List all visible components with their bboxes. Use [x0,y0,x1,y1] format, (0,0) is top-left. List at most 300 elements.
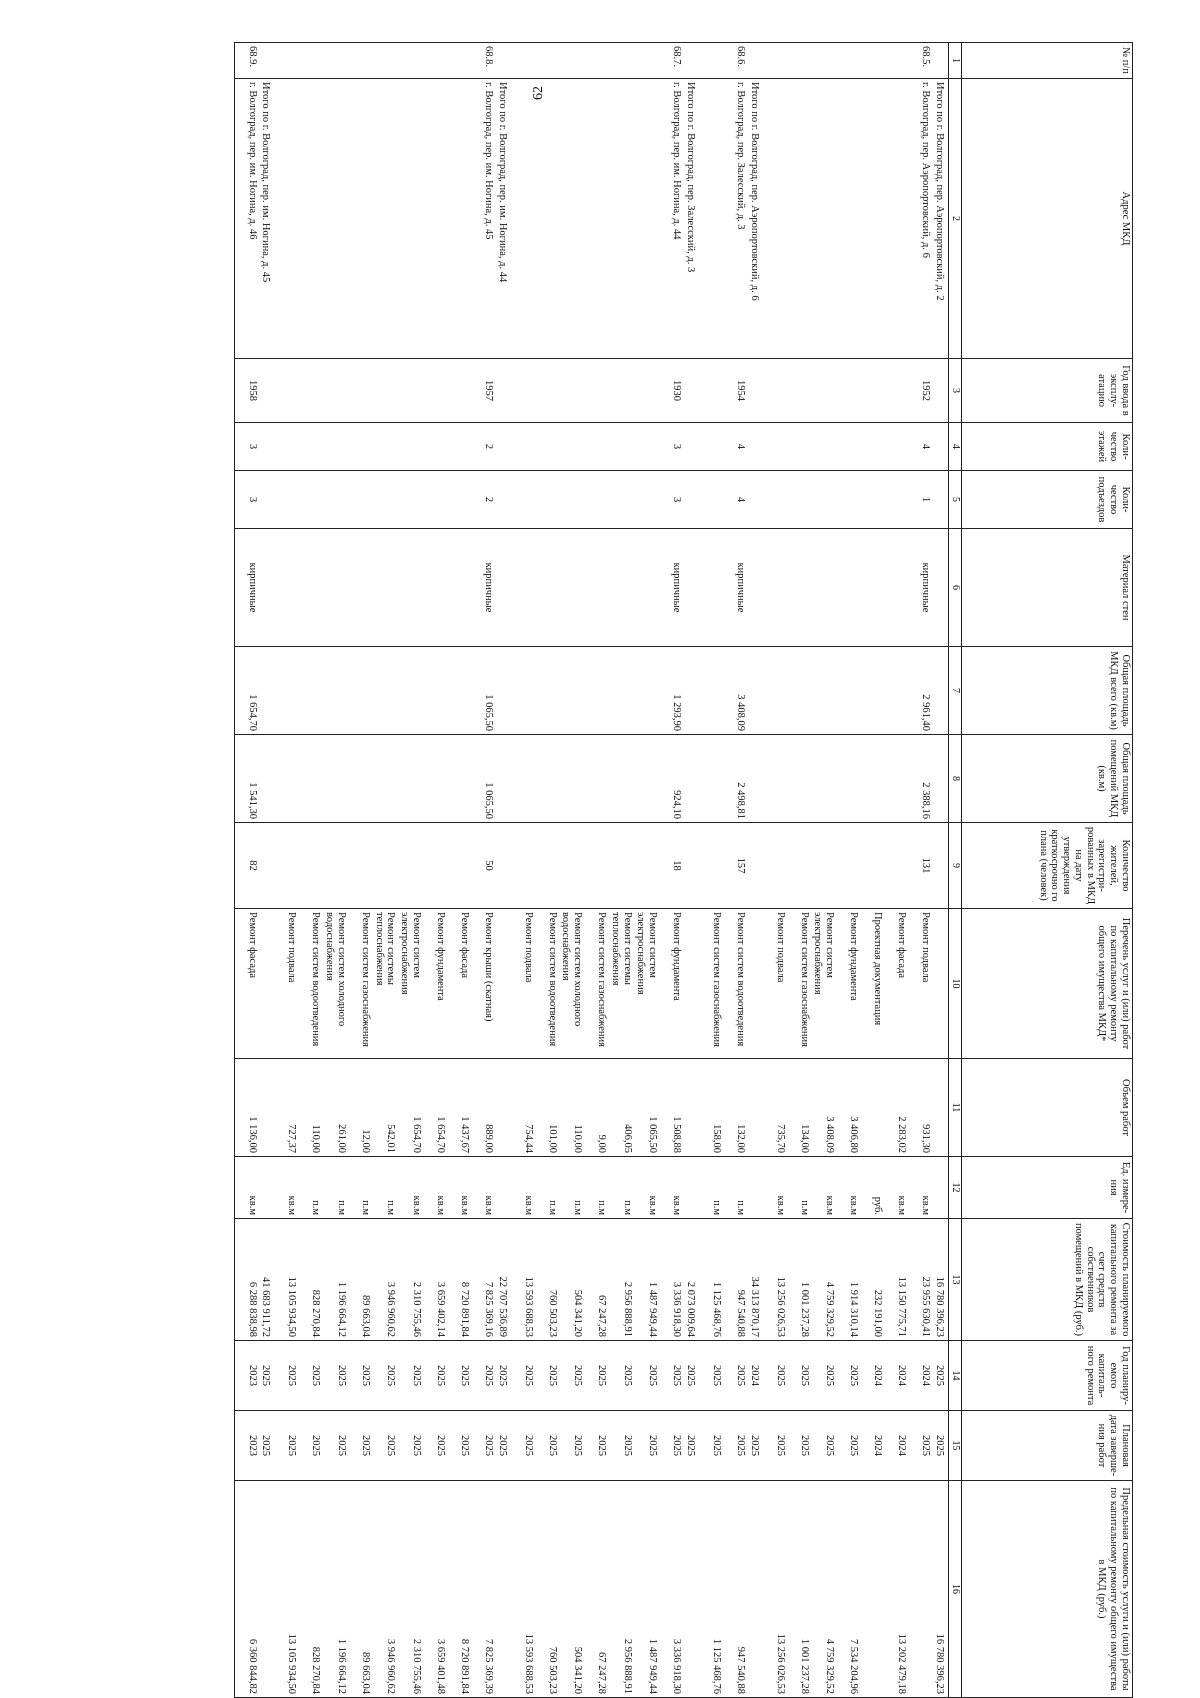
work-max-cost: 13 593 688,53 [511,1481,535,1698]
empty-cell [275,359,299,423]
work-volume: 110,00 [559,1059,585,1157]
empty-cell [932,43,948,79]
work-unit: кв.м [836,1157,860,1219]
work-max-cost: 3 946 960,62 [372,1481,398,1698]
empty-cell [299,823,323,909]
empty-cell [275,735,299,823]
empty-cell [323,823,349,909]
empty-cell [495,823,511,909]
empty-cell [259,423,275,471]
work-max-cost: 67 247,28 [584,1481,608,1698]
empty-cell [763,79,787,359]
work-row [398,43,424,1698]
wall-material: кирпичные [659,529,683,647]
empty-cell [495,43,511,79]
total-repair-year: 2025 [932,1341,948,1411]
header-cell: Коли-чество подъездов [962,471,1133,529]
empty-cell [511,79,535,359]
work-repair-year: 2025 [763,1341,787,1411]
empty-cell [683,647,699,735]
building-address: г. Волгоград, пер. Залесский, д. 3 [723,79,747,359]
work-name: Ремонт фасада [234,909,259,1059]
empty-cell [511,423,535,471]
empty-cell [683,1059,699,1157]
header-cell: Количество жителей, зарегистри-рованных в МКД на дату утверждения краткосрочно го плана (человек) [962,823,1133,909]
total-area: 1 065,50 [471,647,495,735]
floor-count: 3 [659,423,683,471]
total-completion-date: 2025 [683,1411,699,1481]
empty-cell [535,423,559,471]
empty-cell [608,735,634,823]
empty-cell [584,43,608,79]
empty-cell [787,423,811,471]
work-volume: 1 437,67 [447,1059,471,1157]
empty-cell [447,823,471,909]
empty-cell [699,735,723,823]
empty-cell [535,647,559,735]
empty-cell [559,423,585,471]
commission-year: 1958 [234,359,259,423]
work-max-cost: 1 487 949,44 [634,1481,660,1698]
work-unit: п.м [348,1157,372,1219]
work-name: Ремонт систем электроснабжения [398,909,424,1059]
empty-cell [836,43,860,79]
work-cost: 947 540,88 [723,1219,747,1341]
empty-cell [634,529,660,647]
empty-cell [634,823,660,909]
empty-cell [683,529,699,647]
work-row [860,43,884,1698]
empty-cell [495,529,511,647]
work-row [584,43,608,1698]
work-repair-year: 2024 [884,1341,908,1411]
empty-cell [398,823,424,909]
work-cost: 7 825 369,16 [471,1219,495,1341]
commission-year: 1957 [471,359,495,423]
empty-cell [535,529,559,647]
empty-cell [747,647,763,735]
total-completion-date: 2025 [495,1411,511,1481]
empty-cell [495,647,511,735]
work-volume: 134,00 [787,1059,811,1157]
empty-cell [683,423,699,471]
work-completion-date: 2025 [723,1411,747,1481]
row-number: 68.7. [659,43,683,79]
work-unit: кв.м [234,1157,259,1219]
work-name: Ремонт систем газоснабжения [787,909,811,1059]
empty-cell [275,471,299,529]
work-unit: п.м [299,1157,323,1219]
empty-cell [584,529,608,647]
empty-cell [699,529,723,647]
work-unit: кв.м [634,1157,660,1219]
empty-cell [747,529,763,647]
empty-cell [634,471,660,529]
empty-cell [860,529,884,647]
column-number: 7 [949,647,962,735]
empty-cell [747,823,763,909]
empty-cell [932,529,948,647]
building-address: г. Волгоград, пер. им. Ногина, д. 45 [471,79,495,359]
total-completion-date: 2025 [932,1411,948,1481]
empty-cell [763,423,787,471]
work-repair-year: 2025 [787,1341,811,1411]
work-repair-year: 2025 [723,1341,747,1411]
entrance-count: 3 [659,471,683,529]
total-address: Итого по г. Волгоград, пер. Аэропортовский, д. 2 [932,79,948,359]
wall-material: кирпичные [471,529,495,647]
work-volume: 12,00 [348,1059,372,1157]
empty-cell [511,359,535,423]
empty-cell [511,529,535,647]
empty-cell [608,43,634,79]
work-name: Ремонт систем холодного водоснабжения [323,909,349,1059]
work-row [372,43,398,1698]
empty-cell [372,471,398,529]
empty-cell [608,359,634,423]
work-max-cost: 13 256 026,53 [763,1481,787,1698]
empty-cell [787,823,811,909]
empty-cell [423,359,447,423]
empty-cell [447,471,471,529]
empty-cell [787,359,811,423]
empty-cell [763,471,787,529]
column-number: 12 [949,1157,962,1219]
header-cell: Стоимость планируемого капитального ремонта за счет средств собственников помещений в МКД (руб.) [962,1219,1133,1341]
work-row [535,43,559,1698]
work-row [471,43,495,1698]
empty-cell [495,471,511,529]
work-completion-date: 2025 [275,1411,299,1481]
work-row [836,43,860,1698]
work-cost: 3 336 918,30 [659,1219,683,1341]
empty-cell [634,359,660,423]
empty-cell [535,735,559,823]
work-volume: 1 508,88 [659,1059,683,1157]
empty-cell [398,647,424,735]
work-row [811,43,837,1698]
empty-cell [423,823,447,909]
empty-cell [699,471,723,529]
empty-cell [811,529,837,647]
empty-cell [584,647,608,735]
total-row [747,43,763,1698]
empty-cell [299,735,323,823]
empty-cell [535,79,559,359]
work-unit: кв.м [659,1157,683,1219]
empty-cell [763,529,787,647]
empty-cell [932,1059,948,1157]
work-cost: 760 503,23 [535,1219,559,1341]
rooms-area: 2 388,16 [908,735,932,823]
work-repair-year: 2025 [447,1341,471,1411]
empty-cell [372,79,398,359]
work-row [634,43,660,1698]
work-cost: 2 956 888,91 [608,1219,634,1341]
column-number: 14 [949,1341,962,1411]
work-cost: 67 247,28 [584,1219,608,1341]
empty-cell [299,471,323,529]
empty-cell [372,423,398,471]
empty-cell [259,471,275,529]
column-number: 15 [949,1411,962,1481]
total-address: Итого по г. Волгоград, пер. Залесский, д. 3 [683,79,699,359]
resident-count: 157 [723,823,747,909]
total-row [259,43,275,1698]
work-completion-date: 2025 [608,1411,634,1481]
work-unit: п.м [559,1157,585,1219]
work-row [908,43,932,1698]
work-volume: 261,00 [323,1059,349,1157]
work-unit: кв.м [398,1157,424,1219]
header-cell: Предельная стоимость услуги и (или) работы по капитальному ремонту общего имущества в МКД (руб.) [962,1481,1133,1698]
work-repair-year: 2025 [811,1341,837,1411]
column-number: 4 [949,423,962,471]
empty-cell [348,359,372,423]
empty-cell [259,1157,275,1219]
work-completion-date: 2025 [699,1411,723,1481]
work-completion-date: 2025 [584,1411,608,1481]
header-cell: Год планиру-емого капиталь-ного ремонта [962,1341,1133,1411]
empty-cell [836,647,860,735]
row-number: 68.5. [908,43,932,79]
total-repair-year: 2025 [495,1341,511,1411]
work-repair-year: 2025 [323,1341,349,1411]
empty-cell [860,79,884,359]
work-volume: 1 136,00 [234,1059,259,1157]
empty-cell [608,471,634,529]
wall-material: кирпичные [234,529,259,647]
empty-cell [634,43,660,79]
empty-cell [763,43,787,79]
rooms-area: 1 065,50 [471,735,495,823]
total-address: Итого по г. Волгоград, пер. Аэропортовский, д. 6 [747,79,763,359]
work-name: Ремонт подвала [511,909,535,1059]
work-max-cost: 1 125 468,76 [699,1481,723,1698]
work-volume [860,1059,884,1157]
total-max-cost [747,1481,763,1698]
work-repair-year: 2025 [608,1341,634,1411]
work-row [447,43,471,1698]
total-cost: 41 683 911,72 [259,1219,275,1341]
empty-cell [683,1157,699,1219]
work-volume: 3 406,80 [836,1059,860,1157]
empty-cell [299,423,323,471]
empty-cell [559,359,585,423]
empty-cell [763,735,787,823]
empty-cell [511,823,535,909]
empty-cell [811,647,837,735]
empty-cell [495,423,511,471]
total-max-cost: 16 780 396,23 [932,1481,948,1698]
page-number: 62 [531,86,546,100]
work-name: Ремонт систем водоотведения [299,909,323,1059]
empty-cell [299,43,323,79]
column-number: 3 [949,359,962,423]
empty-cell [275,43,299,79]
empty-cell [348,43,372,79]
work-cost: 13 593 688,53 [511,1219,535,1341]
empty-cell [884,471,908,529]
work-volume: 1 654,70 [398,1059,424,1157]
work-repair-year: 2025 [634,1341,660,1411]
work-name: Ремонт системы теплоснабжения [608,909,634,1059]
work-completion-date: 2024 [860,1411,884,1481]
empty-cell [259,735,275,823]
work-cost: 13 256 026,53 [763,1219,787,1341]
empty-cell [372,735,398,823]
work-max-cost: 8 720 891,84 [447,1481,471,1698]
empty-cell [511,735,535,823]
work-row [699,43,723,1698]
work-repair-year: 2025 [423,1341,447,1411]
empty-cell [559,471,585,529]
header-cell: Адрес МКД [962,79,1133,359]
empty-cell [683,359,699,423]
work-volume: 727,37 [275,1059,299,1157]
work-completion-date: 2025 [787,1411,811,1481]
work-completion-date: 2025 [659,1411,683,1481]
work-unit: кв.м [511,1157,535,1219]
work-cost: 504 341,20 [559,1219,585,1341]
work-volume: 406,05 [608,1059,634,1157]
empty-cell [348,529,372,647]
work-row [275,43,299,1698]
work-name: Ремонт систем водоотведения [535,909,559,1059]
empty-cell [584,735,608,823]
work-repair-year: 2025 [535,1341,559,1411]
work-cost: 13 105 934,50 [275,1219,299,1341]
empty-cell [836,471,860,529]
wall-material: кирпичные [723,529,747,647]
empty-cell [811,359,837,423]
empty-cell [699,647,723,735]
empty-cell [699,823,723,909]
work-max-cost: 1 001 237,28 [787,1481,811,1698]
total-cost: 22 707 536,89 [495,1219,511,1341]
work-max-cost: 7 534 204,96 [836,1481,860,1698]
empty-cell [348,823,372,909]
empty-cell [860,471,884,529]
empty-cell [372,647,398,735]
empty-cell [559,43,585,79]
empty-cell [535,471,559,529]
work-cost: 2 310 755,46 [398,1219,424,1341]
work-volume: 542,01 [372,1059,398,1157]
column-number: 1 [949,43,962,79]
work-repair-year: 2025 [398,1341,424,1411]
empty-cell [495,1157,511,1219]
work-completion-date: 2025 [908,1411,932,1481]
work-max-cost: 2 310 755,46 [398,1481,424,1698]
work-completion-date: 2025 [423,1411,447,1481]
total-max-cost [683,1481,699,1698]
empty-cell [323,359,349,423]
empty-cell [398,359,424,423]
empty-cell [259,529,275,647]
empty-cell [423,735,447,823]
work-repair-year: 2025 [348,1341,372,1411]
empty-cell [323,647,349,735]
empty-cell [884,79,908,359]
header-cell: Объем работ [962,1059,1133,1157]
work-row [234,43,259,1698]
empty-cell [860,359,884,423]
work-unit: кв.м [908,1157,932,1219]
work-cost: 13 150 775,71 [884,1219,908,1341]
empty-cell [787,471,811,529]
empty-cell [584,423,608,471]
empty-cell [423,423,447,471]
work-max-cost: 1 196 664,12 [323,1481,349,1698]
work-row [299,43,323,1698]
empty-cell [884,359,908,423]
empty-cell [511,471,535,529]
floor-count: 2 [471,423,495,471]
work-max-cost: 7 825 369,39 [471,1481,495,1698]
work-max-cost [860,1481,884,1698]
empty-cell [275,79,299,359]
floor-count: 4 [908,423,932,471]
work-name: Ремонт систем газоснабжения [348,909,372,1059]
work-completion-date: 2025 [372,1411,398,1481]
empty-cell [683,735,699,823]
empty-cell [398,735,424,823]
empty-cell [299,359,323,423]
empty-cell [423,79,447,359]
empty-cell [259,823,275,909]
total-address: Итого по г. Волгоград, пер. им. Ногина, д. 44 [495,79,511,359]
work-unit: п.м [535,1157,559,1219]
work-cost: 1 196 664,12 [323,1219,349,1341]
empty-cell [584,471,608,529]
empty-cell [423,471,447,529]
work-max-cost: 947 540,88 [723,1481,747,1698]
empty-cell [275,823,299,909]
work-name: Ремонт систем холодного водоснабжения [559,909,585,1059]
empty-cell [372,43,398,79]
empty-cell [634,735,660,823]
empty-cell [699,423,723,471]
empty-cell [348,735,372,823]
work-volume: 110,00 [299,1059,323,1157]
column-number: 16 [949,1481,962,1698]
header-cell: Коли-чество этажей [962,423,1133,471]
work-unit: п.м [584,1157,608,1219]
work-completion-date: 2025 [511,1411,535,1481]
empty-cell [511,647,535,735]
table-body [234,43,948,1698]
work-name: Ремонт фундамента [423,909,447,1059]
work-unit: кв.м [471,1157,495,1219]
resident-count: 131 [908,823,932,909]
work-cost: 1 914 310,14 [836,1219,860,1341]
work-repair-year: 2025 [836,1341,860,1411]
work-name: Ремонт подвала [763,909,787,1059]
work-cost: 3 946 960,62 [372,1219,398,1341]
empty-cell [608,647,634,735]
work-unit: п.м [608,1157,634,1219]
work-completion-date: 2025 [348,1411,372,1481]
building-address: г. Волгоград, пер. им. Ногина, д. 44 [659,79,683,359]
work-cost: 6 288 838,98 [234,1219,259,1341]
header-row [962,43,1133,1698]
empty-cell [932,1157,948,1219]
empty-cell [608,423,634,471]
empty-cell [259,359,275,423]
total-max-cost [495,1481,511,1698]
total-completion-date: 2025 [259,1411,275,1481]
